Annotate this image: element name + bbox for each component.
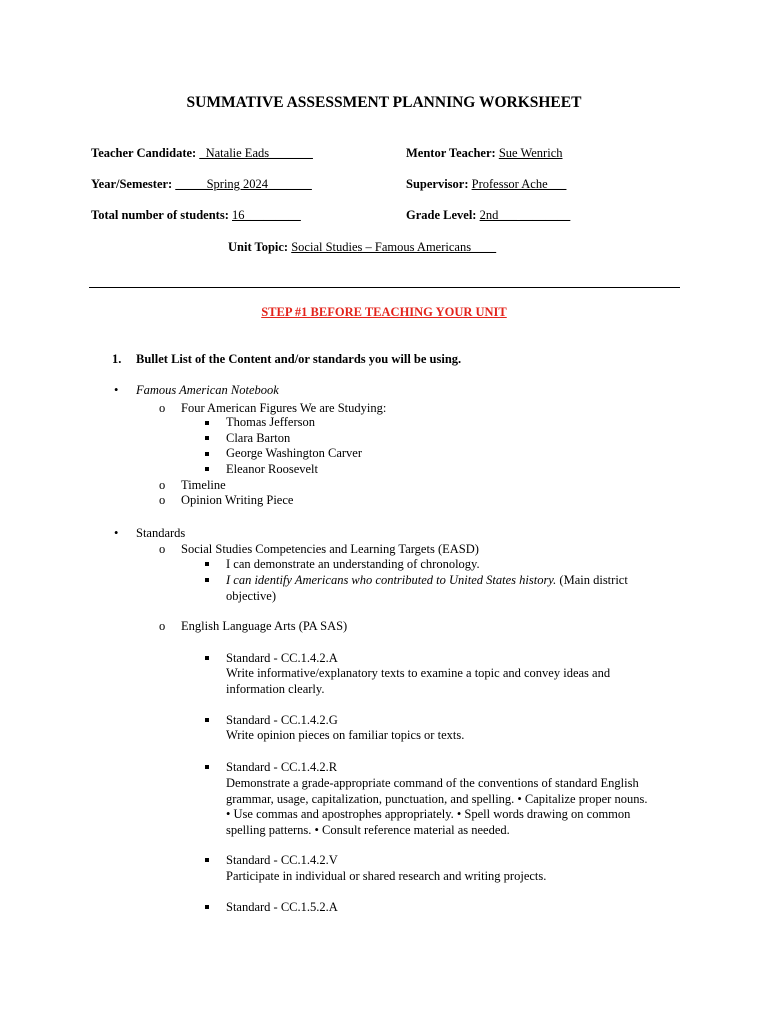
square-bullet-icon [205, 765, 209, 769]
square-bullet-icon [205, 858, 209, 862]
square-bullet-icon [205, 718, 209, 722]
year-semester-field [91, 176, 312, 192]
unit-topic-field [228, 239, 496, 255]
horizontal-divider [89, 287, 680, 288]
standard-code: Standard - CC.1.4.2.V [226, 853, 338, 867]
bullet-icon: • [114, 383, 119, 397]
square-bullet-icon [205, 467, 209, 471]
grade-level-label: Grade Level: [406, 208, 477, 222]
figure-item: Thomas Jefferson [226, 415, 315, 429]
figure-item: George Washington Carver [226, 446, 362, 460]
grade-level-value: 2nd___ ________ [479, 208, 571, 222]
standard-text: spelling patterns. • Consult reference material as needed. [226, 823, 510, 837]
year-semester-value: _____Spring 2024_______ [175, 177, 312, 191]
circle-bullet-icon: o [159, 493, 166, 507]
page-title: SUMMATIVE ASSESSMENT PLANNING WORKSHEET [186, 94, 582, 111]
circle-bullet-icon: o [159, 401, 166, 415]
teacher-candidate-value: _Natalie Eads_______ [199, 146, 313, 160]
ela-label: English Language Arts (PA SAS) [181, 619, 348, 633]
ss-target-main [226, 572, 628, 588]
standard-code: Standard - CC.1.5.2.A [226, 900, 338, 914]
social-studies-label: Social Studies Competencies and Learning Targets (EASD) [181, 542, 479, 556]
section-number: 1. [112, 352, 122, 366]
standard-code: Standard - CC.1.4.2.R [226, 760, 338, 774]
mentor-teacher-value: Sue Wenrich [498, 146, 563, 160]
supervisor-field [406, 176, 566, 192]
figures-label: Four American Figures We are Studying: [181, 401, 387, 415]
standard-code: Standard - CC.1.4.2.G [226, 713, 338, 727]
standard-text: Demonstrate a grade-appropriate command of the conventions of standard English [226, 776, 639, 790]
bullet-icon: • [114, 526, 119, 540]
square-bullet-icon [205, 436, 209, 440]
opinion-item: Opinion Writing Piece [181, 493, 294, 507]
square-bullet-icon [205, 905, 209, 909]
standards-label: Standards [136, 526, 186, 540]
figure-item: Clara Barton [226, 431, 291, 445]
section-heading: Bullet List of the Content and/or standards you will be using. [136, 352, 462, 366]
figure-item: Eleanor Roosevelt [226, 462, 318, 476]
mentor-teacher-field [406, 145, 563, 161]
square-bullet-icon [205, 562, 209, 566]
step-heading: STEP #1 BEFORE TEACHING YOUR UNIT [261, 305, 507, 319]
unit-topic-value: Social Studies – Famous Americans____ [291, 240, 497, 254]
circle-bullet-icon: o [159, 478, 166, 492]
year-semester-label: Year/Semester: [91, 177, 173, 191]
unit-topic-label: Unit Topic: [228, 240, 289, 254]
square-bullet-icon [205, 452, 209, 456]
circle-bullet-icon: o [159, 619, 166, 633]
standard-text: information clearly. [226, 682, 325, 696]
total-students-value: 16_________ [232, 208, 301, 222]
circle-bullet-icon: o [159, 542, 166, 556]
supervisor-label: Supervisor: [406, 177, 469, 191]
standard-text: Write opinion pieces on familiar topics or texts. [226, 728, 465, 742]
standard-text: Write informative/explanatory texts to examine a topic and convey ideas and [226, 666, 611, 680]
square-bullet-icon [205, 421, 209, 425]
teacher-candidate-field [91, 145, 313, 161]
supervisor-value: Professor Ache___ [471, 177, 567, 191]
teacher-candidate-label: Teacher Candidate: [91, 146, 197, 160]
total-students-label: Total number of students: [91, 208, 229, 222]
notebook-label: Famous American Notebook [136, 383, 279, 397]
standard-code: Standard - CC.1.4.2.A [226, 651, 338, 665]
ss-target-note: (Main district [556, 573, 628, 587]
square-bullet-icon [205, 656, 209, 660]
ss-target-italic: I can identify Americans who contributed to United States history. [226, 573, 557, 587]
timeline-item: Timeline [181, 478, 226, 492]
standard-text: grammar, usage, capitalization, punctuation, and spelling. • Capitalize proper nouns. [226, 792, 648, 806]
total-students-field [91, 207, 301, 223]
grade-level-field [406, 207, 570, 223]
square-bullet-icon [205, 578, 209, 582]
ss-target: I can demonstrate an understanding of chronology. [226, 557, 480, 571]
standard-text: • Use commas and apostrophes appropriately. • Spell words drawing on common [226, 807, 631, 821]
standard-text: Participate in individual or shared research and writing projects. [226, 869, 547, 883]
ss-target-note-cont: objective) [226, 589, 276, 603]
mentor-teacher-label: Mentor Teacher: [406, 146, 496, 160]
